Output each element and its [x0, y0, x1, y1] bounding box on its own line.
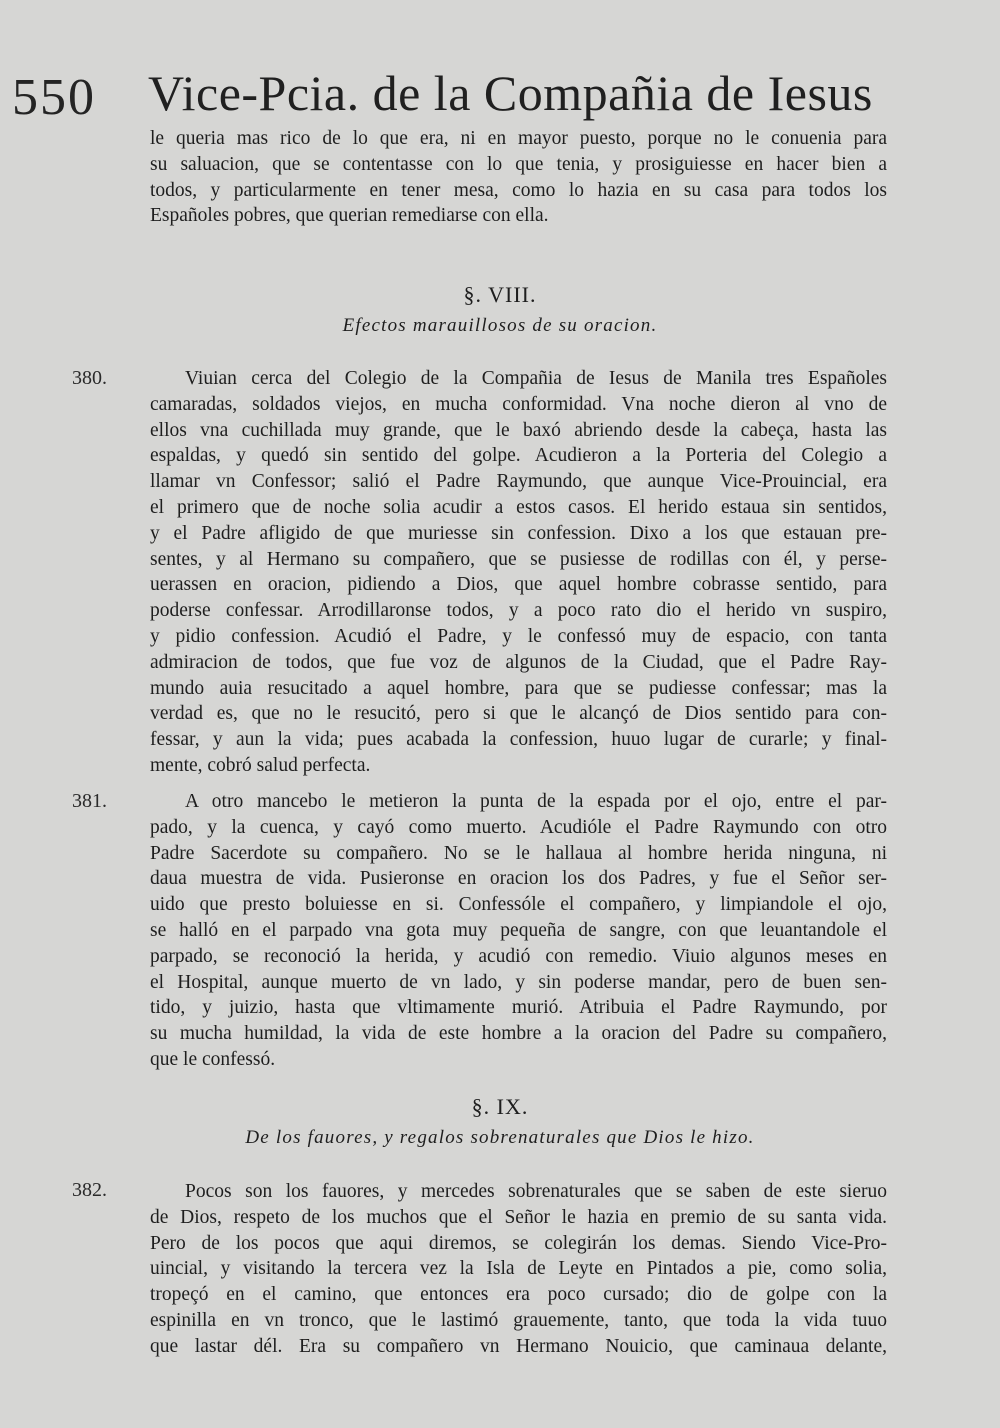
- text-line: poderse confessar. Arrodillaronse todos, y a poco rato dio el herido vn suspiro,: [150, 600, 887, 622]
- page-number: 550: [12, 69, 96, 126]
- text-line: su mucha humildad, la vida de este hombre a la oracion del Padre su compañero,: [150, 1023, 887, 1045]
- section-ix-subtitle: De los fauores, y regalos sobrenaturales que Dios le hizo.: [245, 1127, 755, 1148]
- text-line: se halló en el parpado vna gota muy pequeña de sangre, con que leuantandole el: [150, 919, 887, 941]
- text-line: Pero de los pocos que aqui diremos, se colegirán los demas. Siendo Vice-Pro-: [150, 1232, 887, 1254]
- section-viii-title: §. VIII.: [463, 282, 537, 307]
- text-line: parpado, se reconoció la herida, y acudió con remedio. Viuio algunos meses en: [150, 945, 887, 967]
- text-line: sentes, y al Hermano su compañero, que se pusiesse de rodillas con él, y perse-: [150, 548, 887, 570]
- section-ix-title: §. IX.: [471, 1094, 529, 1119]
- paragraph-number-382: 382.: [72, 1179, 107, 1201]
- text-line: uerassen en oracion, pidiendo a Dios, que aquel hombre cobrasse sentido, para: [150, 574, 887, 596]
- paragraph-380: [150, 366, 887, 779]
- text-line: verdad es, que no le resucitó, pero si que le alcançó de Dios sentido para con-: [150, 703, 887, 725]
- text-line: pado, y la cuenca, y cayó como muerto. Acudióle el Padre Raymundo con otro: [150, 816, 887, 838]
- running-head: Vice-Pcia. de la Compañia de Iesus: [148, 65, 873, 121]
- text-line: espinilla en vn tronco, que le lastimó grauemente, tanto, que toda la vida tuuo: [150, 1309, 887, 1331]
- text-line: llamar vn Confessor; salió el Padre Raymundo, que aunque Vice-Prouincial, era: [150, 471, 887, 493]
- text-line: y pidio confession. Acudió el Padre, y le confessó muy de espacio, con tanta: [150, 625, 887, 647]
- text-line: mundo auia resucitado a aquel hombre, para que se pudiesse confessar; mas la: [150, 677, 887, 699]
- text-line: camaradas, soldados viejos, en mucha conformidad. Vna noche dieron al vno de: [150, 393, 887, 415]
- text-line: espaldas, y quedó sin sentido del golpe. Acudieron a la Porteria del Colegio a: [150, 445, 887, 467]
- text-line: Viuian cerca del Colegio de la Compañia de Iesus de Manila tres Españoles: [185, 368, 887, 389]
- paragraph-number-380: 380.: [72, 367, 107, 389]
- text-line: y el Padre afligido de que muriesse sin confession. Dixo a los que estauan pre-: [150, 522, 887, 544]
- text-line: Padre Sacerdote su compañero. No se le hallaua al hombre herida ninguna, ni: [150, 842, 887, 864]
- text-line: Pocos son los fauores, y mercedes sobrenaturales que se saben de este sieruo: [185, 1181, 887, 1202]
- paragraph-382: [150, 1179, 887, 1360]
- text-line: su saluacion, que se contentasse con lo que tenia, y prosiguiesse en hacer bien a: [150, 153, 887, 175]
- text-line: daua muestra de vida. Pusieronse en oracion los dos Padres, y fue el Señor ser-: [150, 868, 887, 890]
- text-line: tido, y juizio, hasta que vltimamente murió. Atribuia el Padre Raymundo, por: [150, 997, 887, 1019]
- text-line: uido que presto boluiesse en si. Confessóle el compañero, y limpiandole el ojo,: [150, 894, 887, 916]
- text-line: el Hospital, aunque muerto de vn lado, y sin poderse mandar, pero de buen sen-: [150, 971, 887, 993]
- text-line: todos, y particularmente en tener mesa, como lo hazia en su casa para todos los: [150, 179, 887, 201]
- section-viii-subtitle: Efectos marauillosos de su oracion.: [342, 315, 658, 336]
- intro-paragraph: [150, 126, 887, 229]
- text-line: le queria mas rico de lo que era, ni en mayor puesto, porque no le conuenia para: [150, 128, 887, 149]
- paragraph-number-381: 381.: [72, 790, 107, 812]
- text-line: uincial, y visitando la tercera vez la Isla de Leyte en Pintados a pie, como solia,: [150, 1258, 887, 1280]
- text-line: ellos vna cuchillada muy grande, que le baxó abriendo desde la cabeça, hasta las: [150, 419, 887, 441]
- text-line: Españoles pobres, que querian remediarse con ella.: [150, 205, 549, 227]
- paragraph-381: [150, 789, 887, 1073]
- text-line: mente, cobró salud perfecta.: [150, 754, 371, 776]
- text-line: fessar, y aun la vida; pues acabada la confession, huuo lugar de curarle; y final-: [150, 729, 887, 751]
- text-line: de Dios, respeto de los muchos que el Señor le hazia en premio de su santa vida.: [150, 1206, 887, 1228]
- text-line: admiracion de todos, que fue voz de algunos de la Ciudad, que el Padre Ray-: [150, 651, 887, 673]
- text-line: tropeçó en el camino, que entonces era poco cursado; dio de golpe con la: [150, 1284, 887, 1306]
- text-line: el primero que de noche solia acudir a estos casos. El herido estaua sin sentidos,: [150, 496, 887, 518]
- text-line: A otro mancebo le metieron la punta de la espada por el ojo, entre el par-: [185, 791, 887, 812]
- text-line: que le confessó.: [150, 1048, 276, 1070]
- text-line: que lastar dél. Era su compañero vn Hermano Nouicio, que caminaua delante,: [150, 1335, 887, 1357]
